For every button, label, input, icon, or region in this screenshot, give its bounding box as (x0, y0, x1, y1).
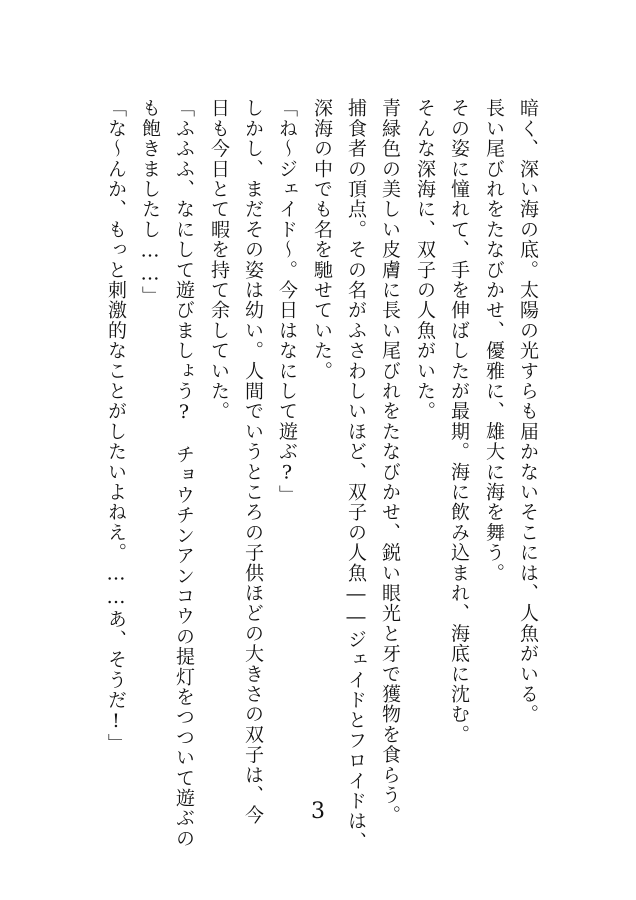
text-line-13: 「な～んか、もっと刺激的なことがしたいよねえ。……あ、そうだ!」 (105, 98, 127, 754)
page-number: 3 (311, 799, 325, 824)
vertical-text-block (95, 98, 541, 852)
text-line-2: 長い尾びれをたなびかせ、優雅に、雄大に海を舞う。 (483, 98, 505, 583)
text-line-8: 「ね～ジェイド～。今日はなにして遊ぶ?」 (276, 98, 298, 505)
text-line-4: そんな深海に、双子の人魚がいた。 (414, 98, 436, 422)
text-line-3: その姿に憧れて、手を伸ばしたが最期。海に飲み込まれ、海底に沈む。 (448, 98, 470, 745)
text-line-6: 捕食者の頂点。その名がふさわしいほど、双子の人魚――ジェイドとフロイドは、 (345, 98, 367, 852)
text-line-12: も飽きましたし……」 (139, 98, 161, 306)
text-line-1: 暗く、深い海の底。太陽の光すらも届かないそこには、人魚がいる。 (517, 98, 539, 725)
text-line-11: 「ふふふ、なにして遊びましょう? チョウチンアンコウの提灯をつついて遊ぶの (173, 98, 195, 849)
text-line-9: しかし、まだその姿は幼い。人間でいうところの子供ほどの大きさの双子は、今 (242, 98, 264, 826)
text-line-7: 深海の中でも名を馳せていた。 (311, 98, 333, 381)
text-line-10: 日も今日とて暇を持て余していた。 (208, 98, 230, 422)
text-line-5: 青緑色の美しい皮膚に長い尾びれをたなびかせ、鋭い眼光と牙で獲物を食らう。 (379, 98, 401, 826)
